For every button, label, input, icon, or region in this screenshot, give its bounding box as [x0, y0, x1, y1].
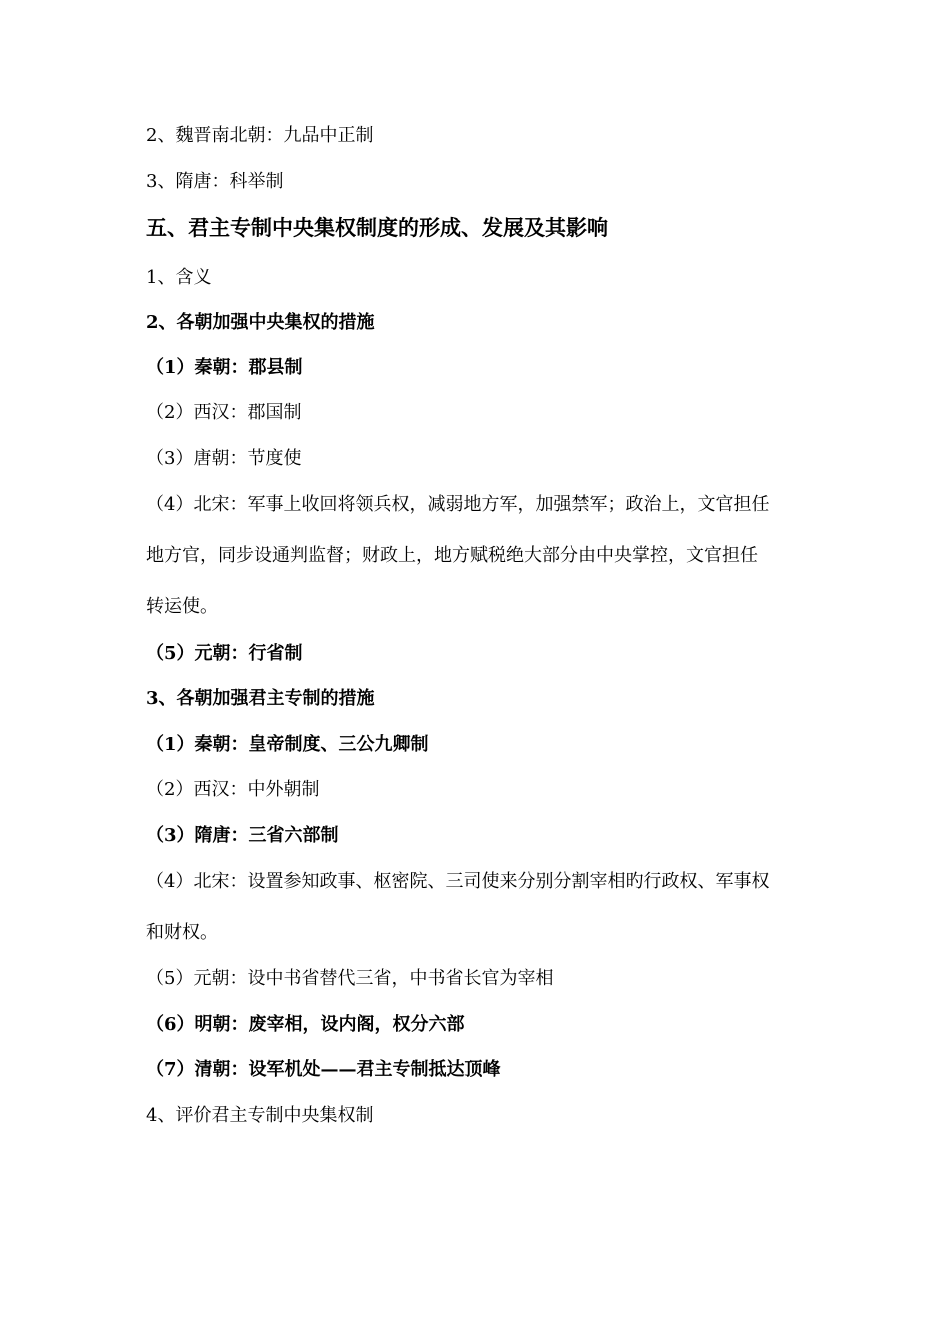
text-line-sui-tang-exam: 3、隋唐：科举制 — [146, 171, 284, 192]
list-item-qin-emperor: （1）秦朝：皇帝制度、三公九卿制 — [146, 734, 429, 755]
subheading-central-power: 2、各朝加强中央集权的措施 — [146, 312, 375, 333]
list-item-yuan-province: （5）元朝：行省制 — [146, 643, 303, 664]
text-line-wei-jin: 2、魏晋南北朝：九品中正制 — [146, 125, 374, 146]
list-item-ming-cabinet: （6）明朝：废宰相，设内阁，权分六部 — [146, 1014, 465, 1035]
section-heading: 五、君主专制中央集权制度的形成、发展及其影响 — [146, 215, 608, 240]
subheading-autocracy: 3、各朝加强君主专制的措施 — [146, 688, 375, 709]
list-item-qing-grand-council: （7）清朝：设军机处——君主专制抵达顶峰 — [146, 1059, 501, 1080]
list-item-northern-song-chancellor-1: （4）北宋：设置参知政事、枢密院、三司使来分别分割宰相旳行政权、军事权 — [146, 871, 770, 892]
text-line-evaluation: 4、评价君主专制中央集权制 — [146, 1105, 374, 1126]
list-item-qin-commandery: （1）秦朝：郡县制 — [146, 357, 303, 378]
list-item-northern-song-2: 地方官，同步设通判监督；财政上，地方赋税绝大部分由中央掌控，文官担任 — [146, 545, 758, 566]
list-item-western-han-court: （2）西汉：中外朝制 — [146, 779, 320, 800]
list-item-northern-song-1: （4）北宋：军事上收回将领兵权，减弱地方军，加强禁军；政治上，文官担任 — [146, 494, 770, 515]
list-item-northern-song-3: 转运使。 — [146, 596, 218, 617]
list-item-western-han: （2）西汉：郡国制 — [146, 402, 302, 423]
list-item-northern-song-chancellor-2: 和财权。 — [146, 922, 218, 943]
list-item-sui-tang-ministries: （3）隋唐：三省六部制 — [146, 825, 339, 846]
list-item-tang: （3）唐朝：节度使 — [146, 448, 302, 469]
list-item-yuan-secretariat: （5）元朝：设中书省替代三省，中书省长官为宰相 — [146, 968, 554, 989]
text-line-meaning: 1、含义 — [146, 267, 212, 288]
